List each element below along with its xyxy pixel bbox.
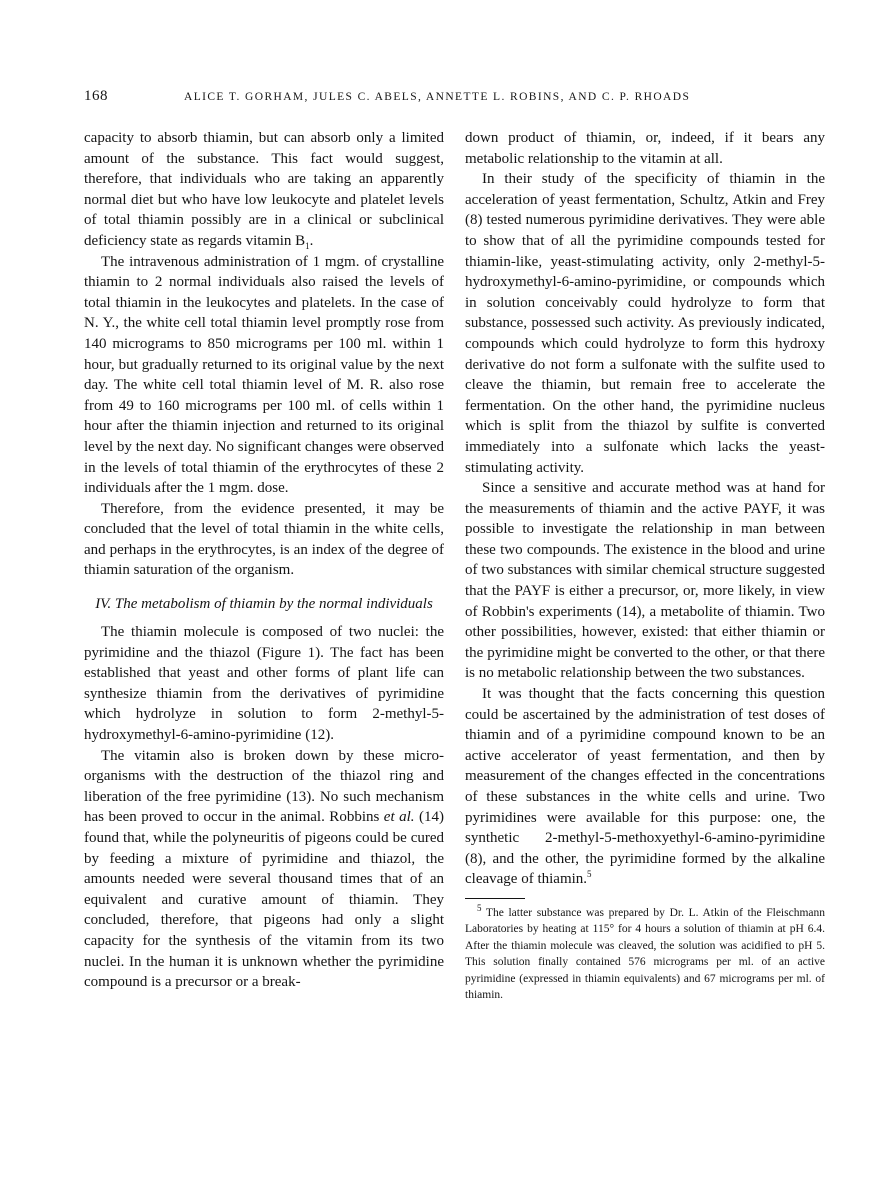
page-number: 168 xyxy=(84,88,108,104)
page-header xyxy=(84,88,824,110)
paragraph-molecule: The thiamin molecule is composed of two nuclei: the pyrimidine and the thiazol (Figure 1). The fact has been established that yeast and other forms of plant life can synthesize thiamin from the derivatives of pyrimidine which hydrolyze in solution to form 2-methyl-5-hydroxymethyl-6-amino-pyrimidine (12). xyxy=(84,624,444,744)
paragraph-test-doses xyxy=(465,684,825,890)
paragraph-intravenous: The intravenous administration of 1 mgm. of crystalline thiamin to 2 normal individuals also raised the levels of total thiamin in the leukocytes and platelets. In the case of N. Y., the white cell total thiamin level promptly rose from 140 micrograms to 850 micrograms per 100 ml. within 1 hour, but gradually returned to its original value by the next day. The white cell total thiamin level of M. R. also rose from 49 to 160 micrograms per 100 ml. of cells within 1 hour after the thiamin injection and returned to its original level by the next day. No significant changes were observed in the levels of total thiamin of the erythrocytes of these 2 individuals after the 1 mgm. dose. xyxy=(84,253,444,497)
paragraph-specificity: In their study of the specificity of thiamin in the acceleration of yeast fermentation, Schultz, Atkin and Frey (8) tested numerous pyrimidine derivatives. They were able to show that of all the pyrimidine compounds tested for thiamin-like, yeast-stimulating activity, only 2-methyl-5-hydroxymethyl-6-amino-pyrimidine, or compounds which in solution conceivably could hydrolyze to form that substance, possessed such activity. As previously indicated, compounds which could hydrolyze to form this hydroxy derivative do not form a sulfonate with the sulfite used to cleave the thiamin, but remain free to accelerate the fermentation. On the other hand, the pyrimidine nucleus which is split from the thiazol by sulfite is converted immediately into a sulfonate which lacks the yeast-stimulating activity. xyxy=(465,171,825,476)
right-column xyxy=(465,128,825,1003)
footnote-text: The latter substance was prepared by Dr. L. Atkin of the Fleischmann Laboratories by heating at 115° for 4 hours a solution of thiamin at pH 6.4. After the thiamin molecule was cleaved, the solution was acidified to pH 5. This solution finally contained 576 micrograms per ml. of an active pyrimidine (expressed in thiamin equivalents) and 67 micrograms per ml. of thiamin. xyxy=(465,906,825,1001)
paragraph-continued xyxy=(84,128,444,252)
section-heading: IV. The metabolism of thiamin by the normal individuals xyxy=(95,596,433,613)
footnote-marker: 5 xyxy=(477,903,482,914)
paragraph-text: capacity to absorb thiamin, but can absorb only a limited amount of the substance. This fact would suggest, therefore, that individuals who are taking an apparently normal diet but who have low leukocyte and platelet levels of total thiamin possibly are in a clinical or subclinical deficiency state as regards vitamin B xyxy=(84,130,444,249)
paragraph-text: It was thought that the facts concerning this question could be ascertained by the administration of test doses of thiamin and of a pyrimidine compound known to be an active accelerator of yeast fermentation, and then by measurement of the changes effected in the concentrations of these substances in the white cells and urine. Two pyrimidines were available for this purpose: one, the synthetic 2-methyl-5-methoxyethyl-6-amino-pyrimidine (8), and the other, the pyrimidine formed by the alkaline cleavage of thiamin. xyxy=(465,686,825,888)
footnote-divider xyxy=(465,898,525,899)
paragraph-text: (14) found that, while the polyneuritis of pigeons could be cured by feeding a mixture of pyrimidine and thiazol, the amounts needed were several thousand times that of an equivalent and curative amount of thiamin. They concluded, therefore, that pigeons had only a slight capacity for the synthesis of the vitamin from its two nuclei. In the human it is unknown whether the pyrimidine compound is a precursor or a break- xyxy=(84,809,444,991)
paragraph-text: The vitamin also is broken down by these micro-organisms with the destruction of the thiazol ring and liberation of the free pyrimidine (13). No such mechanism has been proved to occur in the animal. Robbins xyxy=(84,747,444,826)
subscript: 1 xyxy=(305,240,310,251)
paragraph-method: Since a sensitive and accurate method was at hand for the measurements of thiamin and the active PAYF, it was possible to investigate the relationship in man between these two compounds. The existence in the blood and urine of two substances with similar chemical structure suggested that the PAYF is either a precursor, or, more likely, in view of Robbin's experiments (14), a metabolite of thiamin. Two other possibilities, however, existed: that either thiamin or the pyrimidine might be converted to the other, or that there is no metabolic relationship between the two substances. xyxy=(465,480,825,682)
paragraph-end: . xyxy=(309,232,314,249)
paragraph-continued: down product of thiamin, or, indeed, if it bears any metabolic relationship to the vitamin at all. xyxy=(465,130,825,167)
running-head-authors: ALICE T. GORHAM, JULES C. ABELS, ANNETTE L. ROBINS, AND C. P. RHOADS xyxy=(184,91,691,103)
paragraph-conclusion: Therefore, from the evidence presented, it may be concluded that the level of total thiamin in the white cells, and perhaps in the erythrocytes, is an index of the degree of thiamin saturation of the organism. xyxy=(84,500,444,579)
paragraph-breakdown xyxy=(84,746,444,993)
footnote-reference: 5 xyxy=(587,869,592,880)
emphasis: et al. xyxy=(383,809,415,826)
footnote xyxy=(465,905,825,1003)
left-column xyxy=(84,128,444,993)
